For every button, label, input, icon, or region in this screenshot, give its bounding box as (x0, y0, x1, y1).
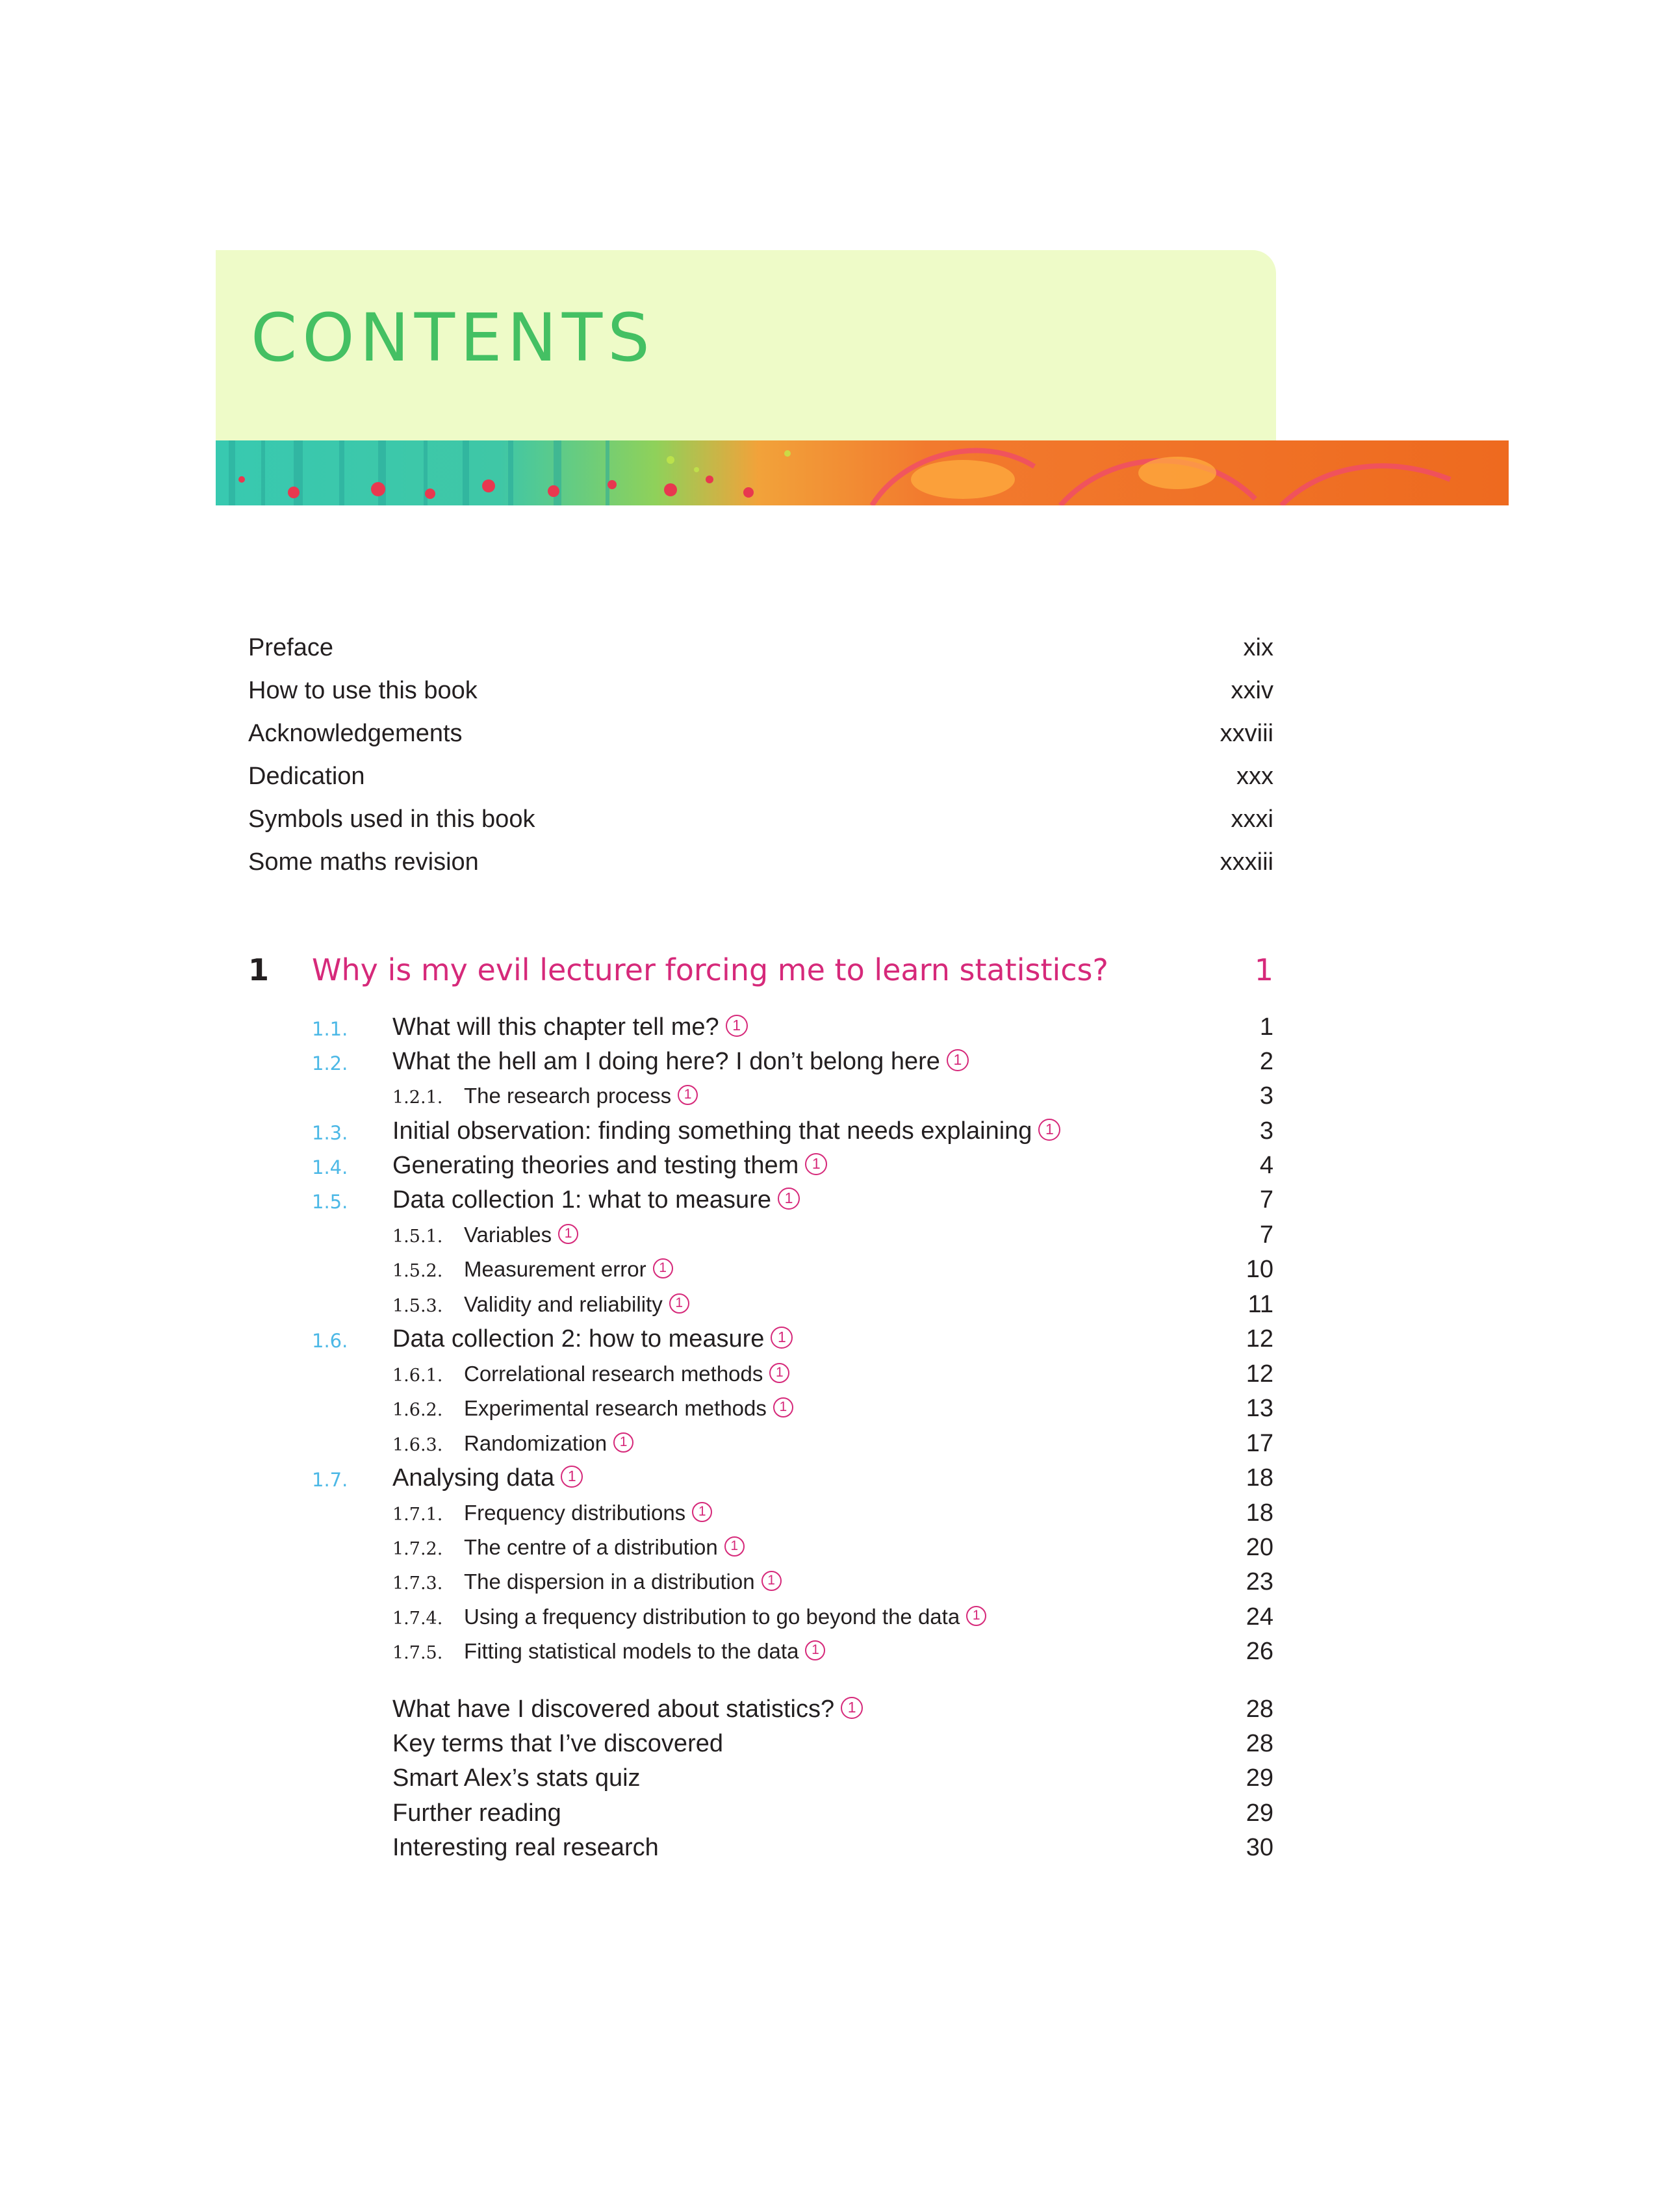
toc-subsection[interactable] (0, 1258, 1675, 1297)
toc-entry-page: xix (1243, 634, 1273, 661)
toc-entry-dedication[interactable] (0, 764, 1675, 803)
end-entry-page: 29 (1246, 1764, 1273, 1792)
subsection-number: 1.5.1. (392, 1227, 443, 1247)
section-label: Data collection 1: what to measure (392, 1186, 771, 1214)
subsection-number: 1.5.2. (392, 1261, 443, 1281)
subsection-page: 3 (1259, 1082, 1273, 1110)
subsection-page: 13 (1246, 1395, 1273, 1422)
subsection-number: 1.7.3. (392, 1573, 443, 1594)
toc-entry-label: How to use this book (248, 677, 478, 704)
level-badge-icon: 1 (558, 1224, 578, 1244)
toc-end-entry[interactable] (0, 1835, 1675, 1874)
section-page: 1 (1259, 1013, 1273, 1041)
level-badge-icon: 1 (561, 1466, 583, 1488)
subsection-page: 17 (1246, 1430, 1273, 1457)
toc-entry-label: Dedication (248, 763, 365, 790)
subsection-label: Measurement error (464, 1257, 646, 1281)
toc-subsection[interactable] (0, 1221, 1675, 1263)
toc-entry-page: xxx (1236, 763, 1273, 790)
subsection-number: 1.7.5. (392, 1643, 443, 1663)
toc-end-entry[interactable] (0, 1697, 1675, 1736)
level-badge-icon: 1 (653, 1258, 673, 1278)
subsection-label: Experimental research methods (464, 1396, 767, 1420)
toc-entry-page: xxxi (1231, 806, 1273, 833)
level-badge-icon: 1 (692, 1502, 712, 1522)
toc-entry-label: Some maths revision (248, 848, 479, 876)
subsection-page: 18 (1246, 1499, 1273, 1527)
subsection-label: Validity and reliability (464, 1292, 663, 1316)
toc-subsection[interactable] (0, 1397, 1675, 1436)
subsection-page: 23 (1246, 1568, 1273, 1595)
subsection-number: 1.6.2. (392, 1400, 443, 1420)
toc-entry-how-to-use[interactable] (0, 678, 1675, 717)
toc-section[interactable] (0, 1188, 1675, 1227)
toc-subsection[interactable] (0, 1603, 1675, 1645)
toc-entry-symbols[interactable] (0, 807, 1675, 846)
subsection-page: 10 (1246, 1256, 1273, 1283)
toc-entry-label: Preface (248, 634, 333, 661)
toc-subsection[interactable] (0, 1536, 1675, 1575)
level-badge-icon: 1 (726, 1015, 748, 1037)
level-badge-icon: 1 (613, 1432, 633, 1453)
level-badge-icon: 1 (1038, 1119, 1060, 1141)
section-number: 1.7. (312, 1469, 348, 1491)
subsection-number: 1.6.1. (392, 1366, 443, 1386)
section-label: What the hell am I doing here? I don’t belong here (392, 1048, 940, 1075)
toc-chapter-1[interactable] (0, 952, 1675, 994)
subsection-page: 11 (1247, 1291, 1273, 1318)
section-page: 2 (1259, 1048, 1273, 1075)
level-badge-icon: 1 (805, 1153, 827, 1175)
section-label: What will this chapter tell me? (392, 1013, 719, 1041)
end-entry-page: 30 (1246, 1834, 1273, 1861)
toc-subsection[interactable] (0, 1640, 1675, 1679)
subsection-number: 1.2.1. (392, 1087, 443, 1108)
level-badge-icon: 1 (966, 1606, 986, 1626)
decorative-banner (216, 440, 1509, 505)
section-page: 12 (1246, 1325, 1273, 1353)
toc-entry-page: xxiv (1231, 677, 1273, 704)
toc-entry-label: Symbols used in this book (248, 806, 535, 833)
end-entry-page: 28 (1246, 1696, 1273, 1723)
subsection-label: The centre of a distribution (464, 1535, 718, 1559)
level-badge-icon: 1 (805, 1640, 825, 1660)
section-page: 4 (1259, 1152, 1273, 1179)
section-page: 3 (1259, 1117, 1273, 1145)
level-badge-icon: 1 (678, 1085, 698, 1105)
toc-end-entry[interactable] (0, 1731, 1675, 1770)
section-label: Initial observation: finding something that needs explaining (392, 1117, 1032, 1145)
toc-entry-acknowledgements[interactable] (0, 721, 1675, 760)
subsection-page: 7 (1259, 1221, 1273, 1249)
subsection-number: 1.7.2. (392, 1539, 443, 1559)
level-badge-icon: 1 (724, 1536, 745, 1557)
section-label: Data collection 2: how to measure (392, 1325, 765, 1353)
section-number: 1.3. (312, 1122, 348, 1144)
toc-section[interactable] (0, 1119, 1675, 1158)
section-page: 7 (1259, 1186, 1273, 1214)
section-number: 1.1. (312, 1018, 348, 1040)
section-number: 1.5. (312, 1191, 348, 1213)
toc-subsection[interactable] (0, 1360, 1675, 1402)
toc-section[interactable] (0, 1153, 1675, 1192)
end-entry-page: 28 (1246, 1730, 1273, 1757)
level-badge-icon: 1 (769, 1363, 789, 1383)
toc-entry-page: xxviii (1220, 720, 1273, 747)
subsection-number: 1.6.3. (392, 1435, 443, 1455)
level-badge-icon: 1 (773, 1397, 793, 1417)
toc-entry-page: xxxiii (1220, 848, 1273, 876)
section-number: 1.2. (312, 1052, 348, 1074)
toc-end-entry[interactable] (0, 1801, 1675, 1840)
end-entry-page: 29 (1246, 1799, 1273, 1827)
end-entry-label: Further reading (392, 1799, 561, 1827)
subsection-page: 12 (1246, 1360, 1273, 1388)
subsection-label: Using a frequency distribution to go beyond the data (464, 1605, 960, 1629)
subsection-number: 1.5.3. (392, 1296, 443, 1316)
toc-section[interactable] (0, 1466, 1675, 1505)
subsection-number: 1.7.4. (392, 1608, 443, 1629)
subsection-label: The dispersion in a distribution (464, 1570, 755, 1594)
end-entry-label: What have I discovered about statistics? (392, 1696, 835, 1723)
subsection-label: Correlational research methods (464, 1362, 763, 1386)
level-badge-icon: 1 (761, 1571, 782, 1591)
section-number: 1.6. (312, 1330, 348, 1352)
toc-end-entry[interactable] (0, 1766, 1675, 1805)
toc-section[interactable] (0, 1327, 1675, 1366)
toc-subsection[interactable] (0, 1499, 1675, 1541)
level-badge-icon: 1 (771, 1327, 793, 1349)
subsection-label: Randomization (464, 1431, 607, 1455)
toc-entry-maths-revision[interactable] (0, 850, 1675, 889)
toc-subsection[interactable] (0, 1568, 1675, 1610)
banner-artwork-image (216, 440, 1509, 505)
toc-entry-preface[interactable] (0, 635, 1675, 674)
subsection-label: The research process (464, 1084, 672, 1108)
end-entry-label: Interesting real research (392, 1834, 659, 1861)
section-label: Generating theories and testing them (392, 1152, 799, 1179)
level-badge-icon: 1 (947, 1049, 969, 1071)
page-title: CONTENTS (251, 299, 655, 377)
level-badge-icon: 1 (841, 1697, 863, 1719)
end-entry-label: Key terms that I’ve discovered (392, 1730, 723, 1757)
end-entry-label: Smart Alex’s stats quiz (392, 1764, 641, 1792)
chapter-number: 1 (248, 952, 270, 987)
subsection-label: Variables (464, 1223, 552, 1247)
level-badge-icon: 1 (778, 1188, 800, 1210)
subsection-label: Fitting statistical models to the data (464, 1639, 799, 1663)
subsection-page: 26 (1246, 1638, 1273, 1665)
section-label: Analysing data (392, 1464, 555, 1492)
toc-section[interactable] (0, 1049, 1675, 1088)
level-badge-icon: 1 (669, 1293, 689, 1314)
subsection-label: Frequency distributions (464, 1501, 686, 1525)
toc-entry-label: Acknowledgements (248, 720, 463, 747)
chapter-title: Why is my evil lecturer forcing me to learn statistics? (312, 952, 1108, 987)
subsection-page: 20 (1246, 1534, 1273, 1561)
section-page: 18 (1246, 1464, 1273, 1492)
subsection-page: 24 (1246, 1603, 1273, 1631)
section-number: 1.4. (312, 1156, 348, 1178)
subsection-number: 1.7.1. (392, 1505, 443, 1525)
chapter-page: 1 (1254, 952, 1273, 987)
